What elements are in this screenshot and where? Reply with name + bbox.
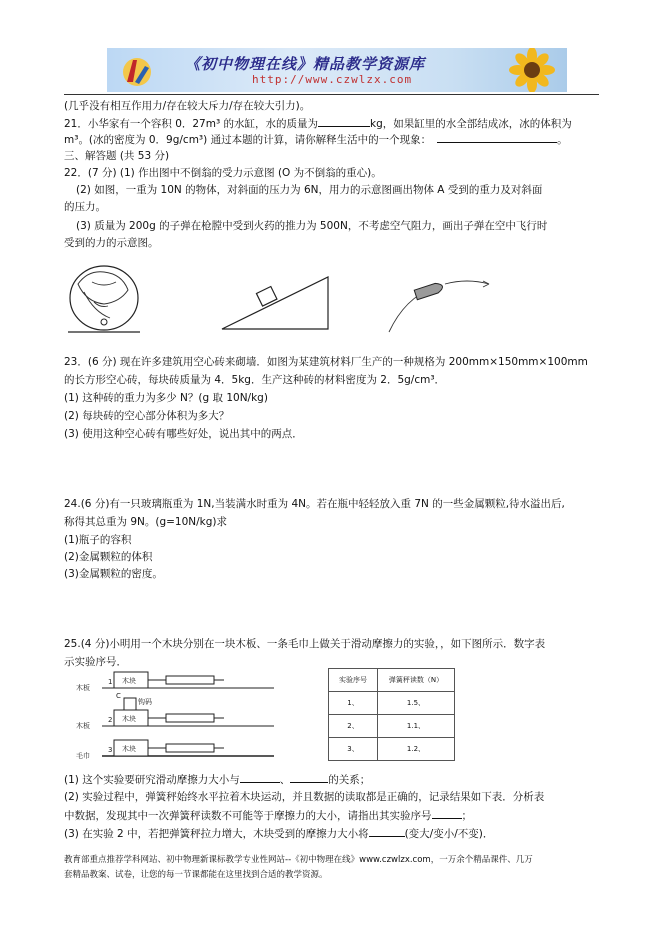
question-21-line2 [64, 132, 568, 147]
table-cell: 1.1、 [378, 715, 455, 738]
c-label: C [116, 692, 121, 700]
question-25-part2: (2) 实验过程中，弹簧秤始终水平拉着木块运动，并且数据的读取都是正确的，记录结果如下表．分析表 [64, 791, 545, 803]
question-23-line2: 的长方形空心砖，每块砖质量为 4．5kg．生产这种砖的材料密度为 2．5g/cm³． [64, 374, 446, 386]
towel-label: 毛巾 [76, 752, 90, 760]
banner-title: 《初中物理在线》精品教学资源库 [185, 55, 426, 73]
question-21-line1 [64, 116, 572, 131]
section-heading: 三、解答题 (共 53 分) [64, 150, 170, 162]
table-header: 实验序号 [329, 669, 378, 692]
text-segment: (1) 这个实验要研究滑动摩擦力大小与 [64, 774, 240, 786]
results-table [328, 668, 455, 761]
header-rule [64, 94, 599, 95]
logo-icon [119, 52, 155, 88]
table-cell: 3、 [329, 738, 378, 761]
table-cell: 1、 [329, 692, 378, 715]
question-23-line1: 23．(6 分) 现在许多建筑用空心砖来砌墙．如图为某建筑材料厂生产的一种规格为 200mm×150mm×100mm [64, 356, 588, 368]
table-header: 弹簧秤读数（N） [378, 669, 455, 692]
block-label: 木块 [122, 715, 136, 723]
footer-line1: 教育部重点推荐学科网站、初中物理新课标教学专业性网站--《初中物理在线》www.czwlzx.com，一万余个精品课件、几万 [64, 855, 533, 865]
text-segment: ； [461, 810, 472, 822]
text-segment: m³。(冰的密度为 0．9g/cm³) 通过本题的计算，请你解释生活中的一个现象： [64, 134, 432, 146]
block-label: 木块 [122, 745, 136, 753]
text-segment: 中数据，发现其中一次弹簧秤读数不可能等于摩擦力的大小，请指出其实验序号 [64, 810, 432, 822]
trial-number: 2 [108, 716, 113, 724]
text-segment: 的关系； [328, 774, 371, 786]
answer-blank[interactable] [318, 116, 370, 127]
text-segment: 、 [279, 774, 291, 786]
question-22-line1: 22．(7 分) (1) 作出图中不倒翁的受力示意图 (O 为不倒翁的重心)。 [64, 167, 382, 179]
question-24-line2: 称得其总重为 9N。(g=10N/kg)求 [64, 516, 228, 528]
question-22-line4: (3) 质量为 200g 的子弹在枪膛中受到火药的推力为 500N，不考虑空气阻力，画出子弹在空中飞行时 [76, 220, 548, 232]
board-label: 木板 [76, 684, 90, 692]
answer-blank[interactable] [290, 772, 328, 783]
question-25-part2b [64, 808, 472, 823]
weight-label: 钩码 [138, 698, 152, 706]
question-25-part3 [64, 826, 493, 841]
header-banner [107, 48, 567, 92]
question-24-line5: (3)金属颗粒的密度。 [64, 568, 163, 580]
question-22-line3: 的压力。 [64, 201, 106, 213]
text-segment: kg，如果缸里的水全部结成冰，冰的体积为 [370, 118, 572, 130]
text-segment: (变大/变小/不变)． [404, 828, 494, 840]
banner-url[interactable]: http://www.czwlzx.com [252, 73, 413, 86]
question-22-line5: 受到的力的示意图。 [64, 237, 159, 249]
table-cell: 2、 [329, 715, 378, 738]
table-cell: 1.2、 [378, 738, 455, 761]
text-segment: (3) 在实验 2 中，若把弹簧秤拉力增大，木块受到的摩擦力大小将 [64, 828, 369, 840]
question-22-line2: (2) 如图，一重为 10N 的物体，对斜面的压力为 6N，用力的示意图画出物体 A 受到的重力及对斜面 [76, 184, 543, 196]
answer-blank[interactable] [437, 132, 557, 143]
table-row [329, 715, 455, 738]
trial-number: 3 [108, 746, 113, 754]
friction-figure [74, 668, 284, 764]
question-25-line1: 25.(4 分)小明用一个木块分别在一块木板、一条毛巾上做关于滑动摩擦力的实验，，如下图所示．数字表 [64, 638, 546, 650]
answer-blank[interactable] [432, 808, 462, 819]
question-24-line3: (1)瓶子的容积 [64, 534, 132, 546]
block-label: 木块 [122, 677, 136, 685]
board-label: 木板 [76, 722, 90, 730]
answer-blank[interactable] [240, 772, 280, 783]
text-line: (几乎没有相互作用力/存在较大斥力/存在较大引力)。 [64, 100, 311, 112]
sunflower-icon [497, 48, 567, 92]
text-segment: 21．小华家有一个容积 0．27m³ 的水缸，水的质量为 [64, 118, 319, 130]
answer-blank[interactable] [369, 826, 405, 837]
table-row [329, 738, 455, 761]
question-23-line4: (2) 每块砖的空心部分体积为多大？ [64, 410, 230, 422]
table-row [329, 692, 455, 715]
question-24-line4: (2)金属颗粒的体积 [64, 551, 153, 563]
tumbler-figure [64, 262, 144, 338]
footer-line2: 套精品教案、试卷，让您的每一节课都能在这里找到合适的教学资源。 [64, 870, 328, 880]
question-23-line5: (3) 使用这种空心砖有哪些好处，说出其中的两点． [64, 428, 303, 440]
table-cell: 1.5、 [378, 692, 455, 715]
trial-number: 1 [108, 678, 113, 686]
bullet-figure [385, 270, 497, 334]
question-25-part1 [64, 772, 370, 787]
question-24-line1: 24.(6 分)有一只玻璃瓶重为 1N,当装满水时重为 4N。若在瓶中轻轻放入重 7N 的一些金属颗粒,待水溢出后, [64, 498, 565, 510]
question-25-line2: 示实验序号． [64, 656, 127, 668]
text-segment: 。 [557, 134, 568, 146]
incline-figure [220, 275, 332, 331]
question-23-line3: (1) 这种砖的重力为多少 N？(g 取 10N/kg) [64, 392, 268, 404]
